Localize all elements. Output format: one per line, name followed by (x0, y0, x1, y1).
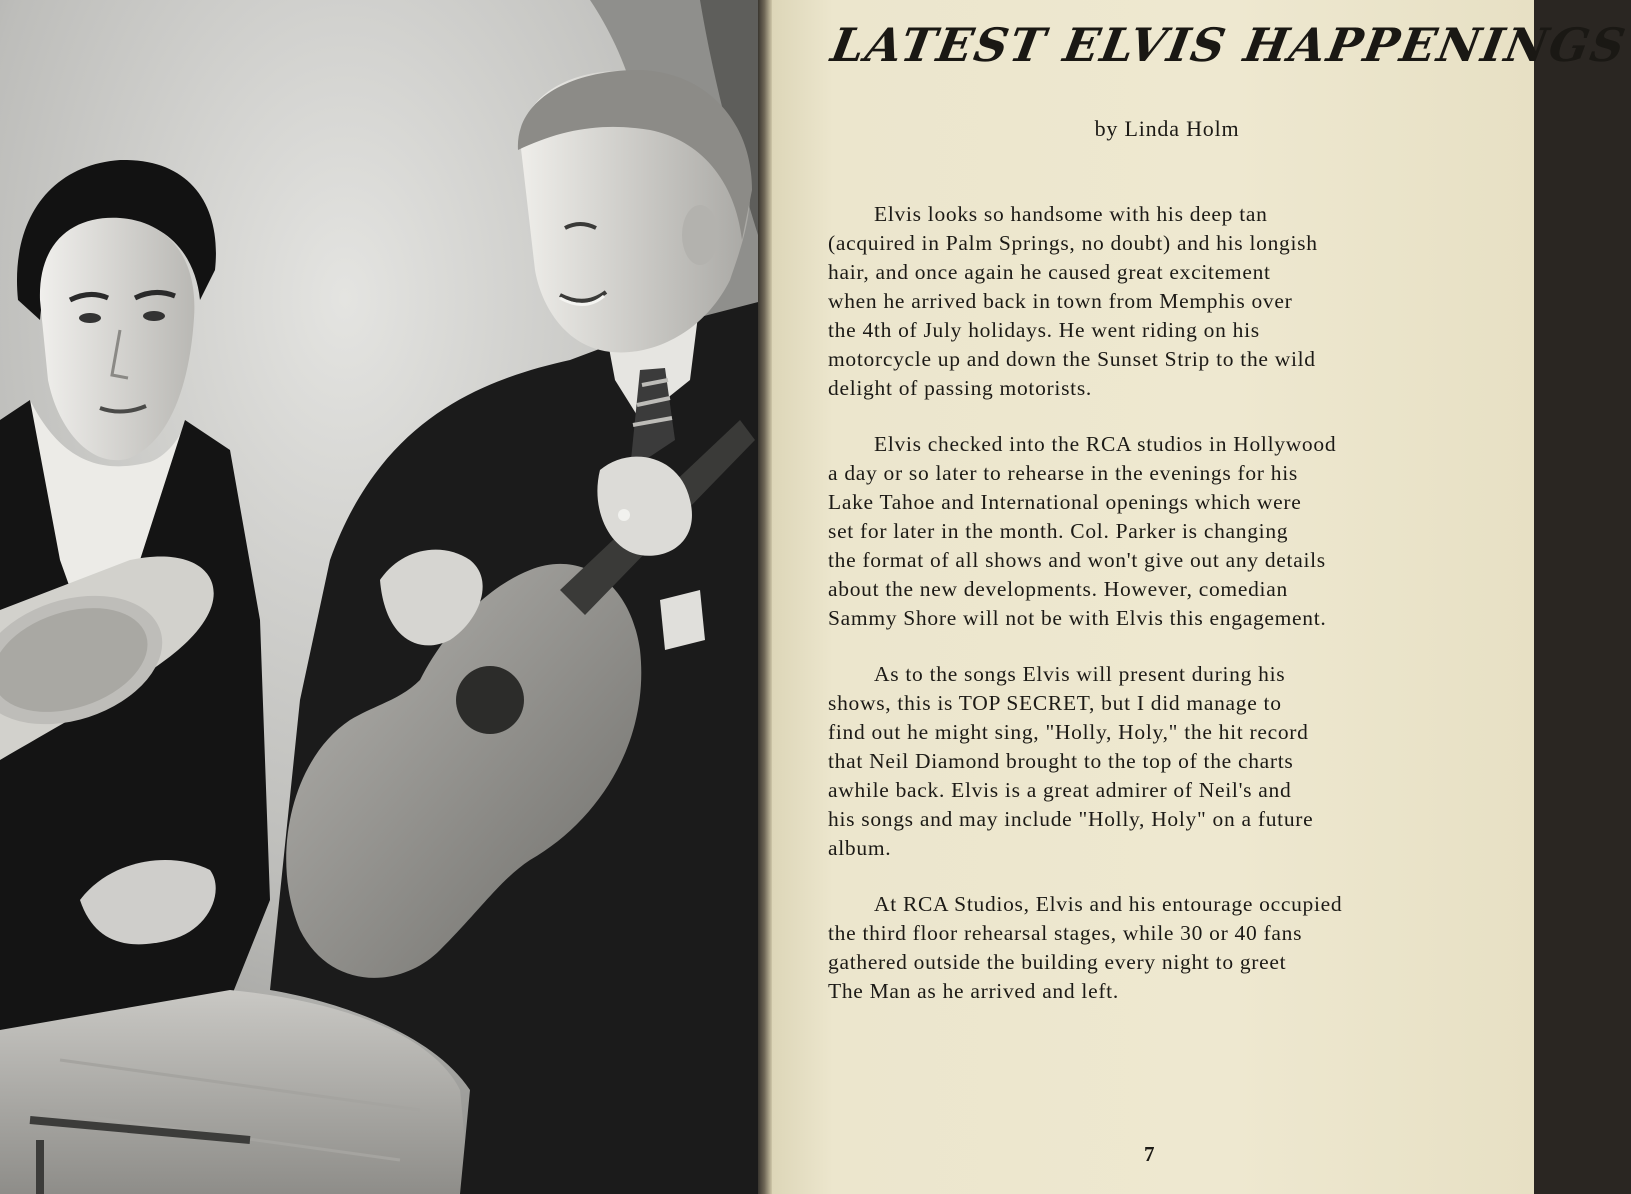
text-line: that Neil Diamond brought to the top of the charts (828, 749, 1294, 773)
text-line: his songs and may include "Holly, Holy" on a future (828, 807, 1314, 831)
text-line: album. (828, 836, 892, 860)
text-line: Elvis looks so handsome with his deep tan (874, 202, 1268, 226)
text-line: the format of all shows and won't give out any details (828, 548, 1326, 572)
text-line: motorcycle up and down the Sunset Strip to the wild (828, 347, 1316, 371)
paragraph (828, 200, 1518, 403)
text-line: delight of passing motorists. (828, 376, 1092, 400)
paragraph (828, 660, 1518, 863)
text-line: gathered outside the building every night to greet (828, 950, 1287, 974)
byline: by Linda Holm (1094, 116, 1240, 141)
headline: LATEST ELVIS HAPPENINGS (827, 18, 1631, 72)
text-line: find out he might sing, "Holly, Holy," the hit record (828, 720, 1309, 744)
text-line: (acquired in Palm Springs, no doubt) and his longish (828, 231, 1318, 255)
text-line: the 4th of July holidays. He went riding on his (828, 318, 1260, 342)
article-body (828, 200, 1518, 1033)
text-line: the third floor rehearsal stages, while 30 or 40 fans (828, 921, 1303, 945)
text-line: set for later in the month. Col. Parker is changing (828, 519, 1289, 543)
text-page (772, 0, 1631, 1194)
text-line: At RCA Studios, Elvis and his entourage occupied (874, 892, 1343, 916)
text-line: a day or so later to rehearse in the evenings for his (828, 461, 1298, 485)
text-line: awhile back. Elvis is a great admirer of Neil's and (828, 778, 1292, 802)
text-line: about the new developments. However, comedian (828, 577, 1288, 601)
page-number: 7 (1144, 1142, 1155, 1166)
text-line: Elvis checked into the RCA studios in Hollywood (874, 432, 1337, 456)
text-line: Sammy Shore will not be with Elvis this engagement. (828, 606, 1327, 630)
book-gutter (758, 0, 772, 1194)
text-line: shows, this is TOP SECRET, but I did manage to (828, 691, 1282, 715)
paragraph (828, 890, 1518, 1006)
text-line: The Man as he arrived and left. (828, 979, 1119, 1003)
paragraph (828, 430, 1518, 633)
text-line: As to the songs Elvis will present during his (874, 662, 1286, 686)
photo-page (0, 0, 766, 1194)
black-and-white-photo (0, 0, 766, 1194)
text-line: hair, and once again he caused great excitement (828, 260, 1271, 284)
text-line: when he arrived back in town from Memphis over (828, 289, 1293, 313)
text-line: Lake Tahoe and International openings which were (828, 490, 1302, 514)
